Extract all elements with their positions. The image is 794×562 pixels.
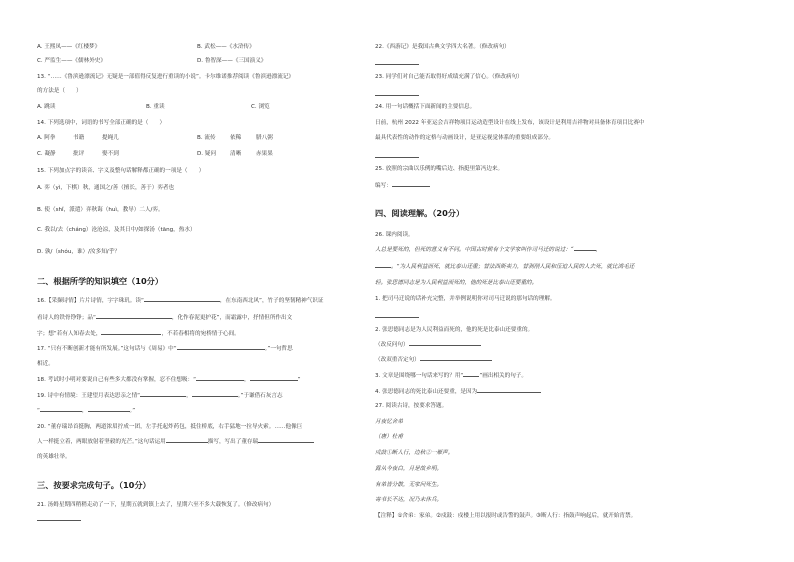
q26-blank-1[interactable] bbox=[574, 250, 596, 251]
q14-a2: 书籍 bbox=[73, 135, 85, 141]
poem-line3: 有弟皆分散，无家问死生。 bbox=[375, 482, 443, 488]
q14-b3: 腊八粥 bbox=[256, 135, 273, 141]
q26-blank-2[interactable] bbox=[375, 267, 391, 268]
q12-option-a: A. 王熙凤——《红楼梦》 bbox=[37, 44, 101, 50]
q26-sub1-answer-line[interactable] bbox=[375, 317, 419, 318]
q14-d1: D. 疑问 bbox=[197, 151, 217, 157]
q26-sub4: 4. 张思德同志的死比泰山还要重，是因为 bbox=[375, 389, 541, 396]
q12-option-b: B. 武松——《水浒传》 bbox=[197, 44, 255, 50]
q13-line1: 13. “……《鲁滨逊漂流记》无疑是一部值得反复进行重读的小说”。卡尔维诺推荐阅读《鲁滨逊漂流记》 bbox=[37, 74, 295, 80]
q13-option-a: A. 跳读 bbox=[37, 104, 56, 110]
q26-sub1: 1. 把司马迁说的话补充完整，并举例说明你对司马迁说的那句话的理解。 bbox=[375, 296, 556, 302]
q14-b1: B. 流传 bbox=[197, 135, 216, 141]
q17-line1: 17. “只有不断创新才能有所发展。”这句话与《周易》中“ 。”一句哲思 bbox=[37, 346, 293, 352]
q18-blank-1[interactable] bbox=[196, 380, 244, 381]
q26-sub2-b-blank[interactable] bbox=[420, 360, 492, 361]
q26-passage-line3: 轻。张思德同志是为人民利益而死的，他的死是比泰山还要重的。 bbox=[375, 280, 538, 286]
section3-title: 三、按要求完成句子。（10分） bbox=[37, 480, 151, 490]
section4-title: 四、阅读理解。（20分） bbox=[375, 208, 465, 218]
q20-line2: 人一样挺立着，两眼放射着坚毅的光芒。”这句话运用 描写，写出了董存瑞 bbox=[37, 439, 314, 446]
q24-news-line2: 最具代表性的动作的定格与动画设计，是亚运视觉体系的重要组成部分。 bbox=[375, 135, 555, 141]
q23-stem: 23. 同学们对自己能否取得好成绩充满了信心。（修改病句） bbox=[375, 74, 523, 80]
q16-blank-3[interactable] bbox=[101, 334, 161, 335]
q19-blank-3[interactable] bbox=[40, 411, 82, 412]
q15-option-a: A. 弈（yì，下棋）秋，通国之/善（擅长，善于）弈者也 bbox=[37, 185, 175, 191]
q22-answer-line[interactable] bbox=[375, 64, 419, 65]
poem-author: （唐）杜甫 bbox=[375, 434, 403, 440]
q20-blank-1[interactable] bbox=[166, 442, 208, 443]
q26-stem: 26. 课内阅读。 bbox=[375, 232, 414, 238]
q26-sub2-a: （改反问句） bbox=[375, 342, 481, 349]
q25-answer-row: 编写： bbox=[375, 183, 430, 190]
q16-blank-1[interactable] bbox=[144, 301, 220, 302]
q14-c1: C. 凝静 bbox=[37, 151, 56, 157]
q21-stem: 21. 汤姆星期四稍稍走动了一下，星期五就到镇上去了，星期六至不多大载恢复了。（修改病句） bbox=[37, 502, 275, 508]
q25-answer-blank[interactable] bbox=[392, 186, 430, 187]
q21-answer-line[interactable] bbox=[37, 520, 81, 521]
q19-blank-4[interactable] bbox=[88, 411, 130, 412]
q26-passage-line1: 人总是要死的，但死的意义有不同。中国古时候有个文学家叫作司马迁的说过：“ ， bbox=[375, 247, 602, 253]
q14-d3: 赤果果 bbox=[256, 151, 273, 157]
q14-b2: 依稀 bbox=[230, 135, 242, 141]
q16-blank-2[interactable] bbox=[96, 318, 172, 319]
poem-line2: 露从今夜白，月是故乡明。 bbox=[375, 466, 443, 472]
poem-title: 月夜忆舍弟 bbox=[375, 419, 403, 425]
q19-line1: 19. 诗中有情境：王建望月表达思亲之情“ ， 。”于谦借石灰言志 bbox=[37, 393, 283, 399]
q15-option-b: B. 使（shǐ，派遣）弈秋诲（huì，教导）二人/弈。 bbox=[37, 207, 164, 213]
q14-c3: 娶不到 bbox=[102, 151, 119, 157]
q23-answer-line[interactable] bbox=[375, 95, 419, 96]
q13-option-b: B. 重读 bbox=[146, 104, 165, 110]
q15-option-d: D. 孰/（shóu，谁）/汝多知/乎？ bbox=[37, 249, 120, 255]
q14-a3: 提绳儿 bbox=[102, 135, 119, 141]
q26-sub2-a-blank[interactable] bbox=[409, 345, 481, 346]
q20-line3: 的英雄壮举。 bbox=[37, 454, 71, 460]
q24-answer-line[interactable] bbox=[375, 157, 419, 158]
q15-option-c: C. 我以/去（cháng）沧沧凉，及其日中/如探汤（tāng，热水） bbox=[37, 227, 196, 233]
q19-line2: “ ， 。” bbox=[37, 408, 136, 414]
q26-passage-line2: 。”为人民利益而死，就比泰山还重；替法西斯卖力，替剥削人民和压迫人民的人去死，就比鸿毛还 bbox=[375, 264, 634, 271]
q16-line2: 看诗人的铁骨铮铮；品“ ，化作春泥更护花”，而霜露中，抒情但所作出文 bbox=[37, 315, 293, 321]
section2-title: 二、根据所学的知识填空（10分） bbox=[37, 276, 164, 286]
q27-stem: 27. 阅读古诗，按要求答题。 bbox=[375, 403, 448, 409]
q16-line1: 16.【采撷诗情】片片诗情，字字珠玑。读“ ，在东南西北风”，竹子的坚韧精神气识证 bbox=[37, 298, 324, 304]
q20-line1: 20. “董存瑞昂首挺胸，两道浓眉拧成一团，左手托起炸药包，抵住桥底，右手猛地一拉导火索。……他像巨 bbox=[37, 424, 303, 430]
q25-stem: 25. 放照的宗曲以乐例的嘴后边、指挺里第冯边来。 bbox=[375, 166, 504, 172]
q14-c2: 批评 bbox=[73, 151, 85, 157]
q26-sub4-blank[interactable] bbox=[477, 392, 541, 393]
q14-d2: 清晰 bbox=[230, 151, 242, 157]
q14-a1: A. 阿拳 bbox=[37, 135, 56, 141]
poem-notes: 【注释】①舍弟：家弟。②戍鼓：戍楼上用以报时或告警的鼓声。③断人行：指鼓声响起后，就开始宵禁。 bbox=[375, 513, 637, 519]
q20-blank-2[interactable] bbox=[258, 442, 314, 443]
q22-stem: 22.《西游记》是我国古典文学四大名著。（修改病句） bbox=[375, 44, 510, 50]
q17-line2: 相近。 bbox=[37, 361, 54, 367]
q19-blank-1[interactable] bbox=[140, 396, 186, 397]
q16-line3: 字；想“若有人知春去处， ，不若春相将的宛桥情于心间。 bbox=[37, 331, 240, 337]
q12-option-c: C. 严监生——《儒林外史》 bbox=[37, 58, 106, 64]
q15-stem: 15. 下列加点字的读音、字义及整句话解释都正确的一项是（ ） bbox=[37, 168, 205, 174]
q14-stem: 14. 下列选项中，词语的书写全部正确的是（ ） bbox=[37, 120, 166, 126]
q24-stem: 24. 用一句话概括下面新闻的主要信息。 bbox=[375, 104, 476, 110]
q18-line1: 18. 考试时小明对要说自己有些多大都没有掌握，忍不住想吸：“ ， ” bbox=[37, 377, 301, 383]
poem-line4: 寄书长不达，况乃未休兵。 bbox=[375, 497, 443, 503]
q18-blank-2[interactable] bbox=[250, 380, 298, 381]
q24-news-line1: 日前，杭州 2022 年亚运会吉祥物项目运动造型设计在线上发布，该设计是利用吉祥物对具备体育项目比赛中 bbox=[375, 120, 645, 126]
q12-option-d: D. 鲁智深——《三国演义》 bbox=[197, 58, 267, 64]
q26-sub2-b: （改双重否定句） bbox=[375, 357, 492, 364]
q13-option-c: C. 浏览 bbox=[251, 104, 270, 110]
q13-line2: 的方法是（ ） bbox=[37, 88, 82, 94]
q26-sub3-underline bbox=[463, 376, 479, 377]
q17-blank[interactable] bbox=[177, 349, 265, 350]
q26-sub2: 2. 张思德同志是为人民利益而死的，他的死是比泰山还要重的。 bbox=[375, 327, 534, 333]
q19-blank-2[interactable] bbox=[192, 396, 238, 397]
q26-sub3: 3. 文章是围绕哪一句话来写的？用“ ”画出相关的句子。 bbox=[375, 373, 527, 379]
poem-line1: 戍鼓①断人行，边秋②一雁声。 bbox=[375, 450, 454, 456]
